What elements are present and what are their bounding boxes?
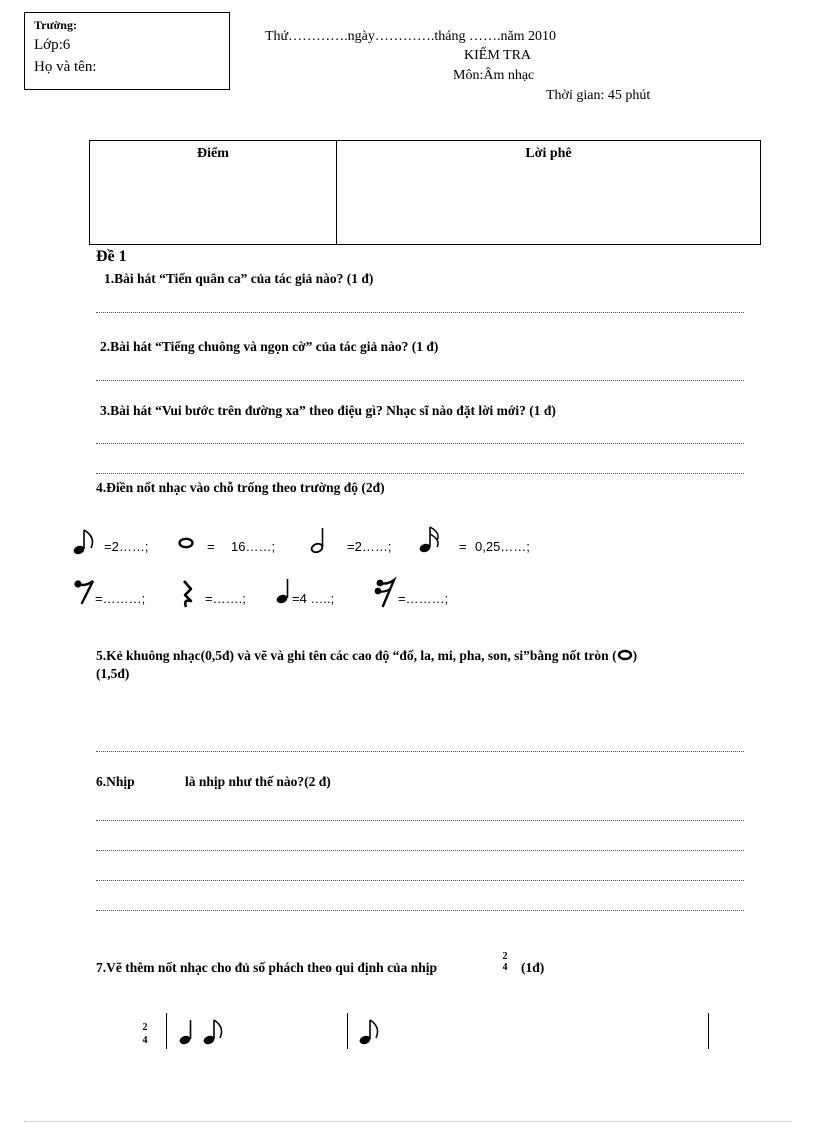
quarter-rest-icon <box>180 580 194 608</box>
question-5-points: (1,5đ) <box>96 666 130 681</box>
subject-line: Môn:Âm nhạc <box>453 68 535 83</box>
time-signature-bottom: 4 <box>142 1035 148 1046</box>
answer-line[interactable] <box>96 473 744 474</box>
eighth-rest-icon <box>74 579 96 605</box>
sixteenth-note-icon <box>418 526 448 554</box>
note-blank: =2……; <box>347 539 392 554</box>
date-line: Thứ………….ngày………….tháng …….năm 2010 <box>265 29 557 44</box>
note-blank: =…….; <box>205 591 246 606</box>
question-5 <box>96 648 637 664</box>
quarter-note-icon <box>178 1019 196 1047</box>
time-signature-top: 2 <box>502 951 508 962</box>
answer-line[interactable] <box>96 880 744 881</box>
note-blank: =………; <box>398 591 449 606</box>
time-signature-bottom: 4 <box>502 962 508 973</box>
whole-note-icon <box>617 649 633 661</box>
note-blank: =………; <box>95 591 146 606</box>
question-1: 1.Bài hát “Tiến quân ca” của tác giả nào? (1 đ) <box>104 271 374 286</box>
note-blank: =4 …..; <box>292 591 335 606</box>
answer-line[interactable] <box>96 850 744 851</box>
exam-code: Đề 1 <box>96 248 127 265</box>
whole-note-icon <box>178 537 194 549</box>
eighth-note-icon <box>358 1019 386 1047</box>
bar-line <box>166 1013 167 1049</box>
question-2: 2.Bài hát “Tiếng chuông và ngọn cờ” của tác giả nào? (1 đ) <box>100 339 439 354</box>
answer-line[interactable] <box>96 820 744 821</box>
class-label: Lớp:6 <box>34 37 71 53</box>
answer-line[interactable] <box>96 380 744 381</box>
question-6-part1: 6.Nhịp <box>96 774 135 789</box>
time-signature <box>498 951 512 973</box>
page-footer-line <box>24 1121 792 1122</box>
comment-label: Lời phê <box>525 146 572 161</box>
note-blank: =2……; <box>104 539 149 554</box>
note-equals: = <box>207 539 215 554</box>
note-equals: = <box>459 539 467 554</box>
answer-line[interactable] <box>96 910 744 911</box>
note-blank: 0,25……; <box>475 539 530 554</box>
grade-table <box>89 140 761 245</box>
question-5-text-end: ) <box>632 648 638 663</box>
eighth-note-icon <box>202 1019 230 1047</box>
duration-line: Thời gian: 45 phút <box>546 88 651 103</box>
quarter-note-icon <box>275 578 293 606</box>
eighth-note-icon <box>72 528 104 556</box>
question-5-text: 5.Kẻ khuông nhạc(0,5đ) và vẽ và ghi tên các cao độ “đố, la, mi, pha, son, si”bằng nốt tròn ( <box>96 648 617 663</box>
school-label: Trường: <box>34 18 77 32</box>
half-note-icon <box>310 527 330 555</box>
question-7: 7.Vẽ thêm nốt nhạc cho đủ số phách theo qui định của nhịp <box>96 960 437 975</box>
sixteenth-rest-icon <box>374 578 398 608</box>
question-4: 4.Điền nốt nhạc vào chỗ trống theo trường độ (2đ) <box>96 480 385 495</box>
answer-line[interactable] <box>96 751 744 752</box>
name-label: Họ và tên: <box>34 59 97 75</box>
note-blank: 16……; <box>231 539 276 554</box>
time-signature <box>138 1021 152 1047</box>
answer-line[interactable] <box>96 312 744 313</box>
time-signature-top: 2 <box>142 1022 148 1033</box>
bar-line <box>708 1013 709 1049</box>
answer-line[interactable] <box>96 443 744 444</box>
question-6-part2: là nhịp như thế nào?(2 đ) <box>185 774 331 789</box>
question-7-points: (1đ) <box>521 960 545 975</box>
exam-title: KIỂM TRA <box>464 48 532 63</box>
student-info-box <box>24 12 230 90</box>
score-label: Điểm <box>197 146 229 161</box>
bar-line <box>347 1013 348 1049</box>
question-3: 3.Bài hát “Vui bước trên đường xa” theo điệu gì? Nhạc sĩ nào đặt lời mới? (1 đ) <box>100 403 556 418</box>
